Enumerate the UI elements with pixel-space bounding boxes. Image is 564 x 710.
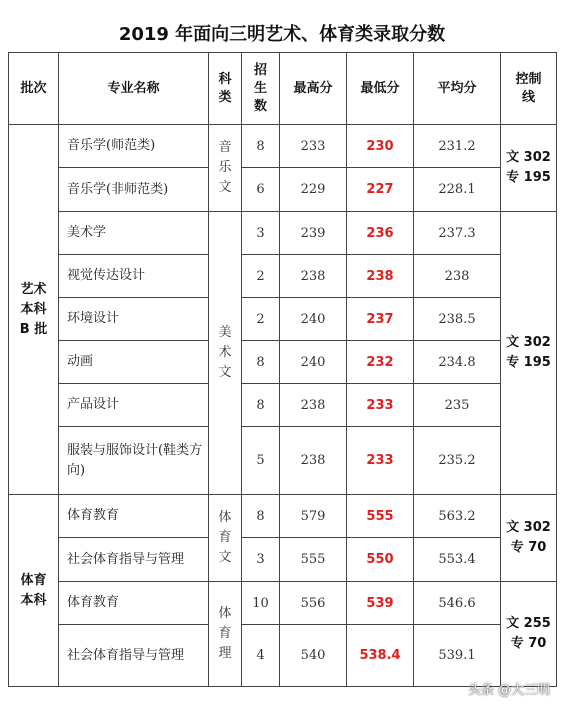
min-score: 227 <box>347 168 414 212</box>
avg-score: 235.2 <box>414 427 501 495</box>
plan-count: 10 <box>242 582 280 625</box>
min-score: 238 <box>347 255 414 298</box>
major-name: 美术学 <box>59 212 209 255</box>
avg-score: 539.1 <box>414 625 501 687</box>
control-line-fine-art: 文 302 专 195 <box>501 212 557 495</box>
avg-score: 563.2 <box>414 495 501 538</box>
major-name: 动画 <box>59 341 209 384</box>
header-batch: 批次 <box>9 53 59 125</box>
table-row <box>9 427 557 495</box>
plan-count: 8 <box>242 384 280 427</box>
min-score: 233 <box>347 427 414 495</box>
plan-count: 6 <box>242 168 280 212</box>
major-name: 体育教育 <box>59 495 209 538</box>
header-min-score: 最低分 <box>347 53 414 125</box>
header-control-line: 控制 线 <box>501 53 557 125</box>
table-row <box>9 538 557 582</box>
major-name: 产品设计 <box>59 384 209 427</box>
max-score: 233 <box>280 125 347 168</box>
min-score: 230 <box>347 125 414 168</box>
table-row <box>9 341 557 384</box>
avg-score: 238 <box>414 255 501 298</box>
page-title: 2019 年面向三明艺术、体育类录取分数 <box>118 24 446 45</box>
max-score: 555 <box>280 538 347 582</box>
max-score: 238 <box>280 427 347 495</box>
batch-art: 艺术 本科 B 批 <box>9 125 59 495</box>
major-name: 服装与服饰设计(鞋类方向) <box>59 427 209 495</box>
plan-count: 8 <box>242 125 280 168</box>
avg-score: 237.3 <box>414 212 501 255</box>
table-row <box>9 298 557 341</box>
subject-sport-wen: 体 育 文 <box>209 495 242 582</box>
max-score: 238 <box>280 384 347 427</box>
min-score: 555 <box>347 495 414 538</box>
avg-score: 231.2 <box>414 125 501 168</box>
header-max-score: 最高分 <box>280 53 347 125</box>
major-name: 社会体育指导与管理 <box>59 625 209 687</box>
plan-count: 5 <box>242 427 280 495</box>
plan-count: 3 <box>242 212 280 255</box>
plan-count: 4 <box>242 625 280 687</box>
min-score: 538.4 <box>347 625 414 687</box>
major-name: 环境设计 <box>59 298 209 341</box>
avg-score: 553.4 <box>414 538 501 582</box>
batch-sport: 体育 本科 <box>9 495 59 687</box>
min-score: 539 <box>347 582 414 625</box>
max-score: 556 <box>280 582 347 625</box>
subject-fine-art: 美 术 文 <box>209 212 242 495</box>
max-score: 239 <box>280 212 347 255</box>
control-line-sport-li: 文 255 专 70 <box>501 582 557 687</box>
min-score: 550 <box>347 538 414 582</box>
watermark: 头条 @大三明 <box>467 683 550 698</box>
table-row <box>9 255 557 298</box>
table-header-row <box>9 53 557 125</box>
subject-music: 音 乐 文 <box>209 125 242 212</box>
table-row <box>9 495 557 538</box>
header-major: 专业名称 <box>59 53 209 125</box>
avg-score: 234.8 <box>414 341 501 384</box>
table-row <box>9 125 557 168</box>
subject-sport-li: 体 育 理 <box>209 582 242 687</box>
min-score: 233 <box>347 384 414 427</box>
max-score: 240 <box>280 341 347 384</box>
min-score: 236 <box>347 212 414 255</box>
table-row <box>9 384 557 427</box>
table-row <box>9 582 557 625</box>
major-name: 音乐学(师范类) <box>59 125 209 168</box>
control-line-music: 文 302 专 195 <box>501 125 557 212</box>
major-name: 体育教育 <box>59 582 209 625</box>
min-score: 232 <box>347 341 414 384</box>
max-score: 238 <box>280 255 347 298</box>
avg-score: 546.6 <box>414 582 501 625</box>
max-score: 240 <box>280 298 347 341</box>
plan-count: 2 <box>242 255 280 298</box>
table-row <box>9 212 557 255</box>
max-score: 540 <box>280 625 347 687</box>
table-row <box>9 625 557 687</box>
avg-score: 235 <box>414 384 501 427</box>
major-name: 视觉传达设计 <box>59 255 209 298</box>
header-avg-score: 平均分 <box>414 53 501 125</box>
control-line-sport-wen: 文 302 专 70 <box>501 495 557 582</box>
min-score: 237 <box>347 298 414 341</box>
plan-count: 3 <box>242 538 280 582</box>
major-name: 音乐学(非师范类) <box>59 168 209 212</box>
plan-count: 8 <box>242 495 280 538</box>
header-plan: 招 生 数 <box>242 53 280 125</box>
max-score: 579 <box>280 495 347 538</box>
avg-score: 228.1 <box>414 168 501 212</box>
major-name: 社会体育指导与管理 <box>59 538 209 582</box>
admission-score-table <box>8 52 557 687</box>
max-score: 229 <box>280 168 347 212</box>
avg-score: 238.5 <box>414 298 501 341</box>
table-row <box>9 168 557 212</box>
plan-count: 8 <box>242 341 280 384</box>
header-subject: 科 类 <box>209 53 242 125</box>
plan-count: 2 <box>242 298 280 341</box>
